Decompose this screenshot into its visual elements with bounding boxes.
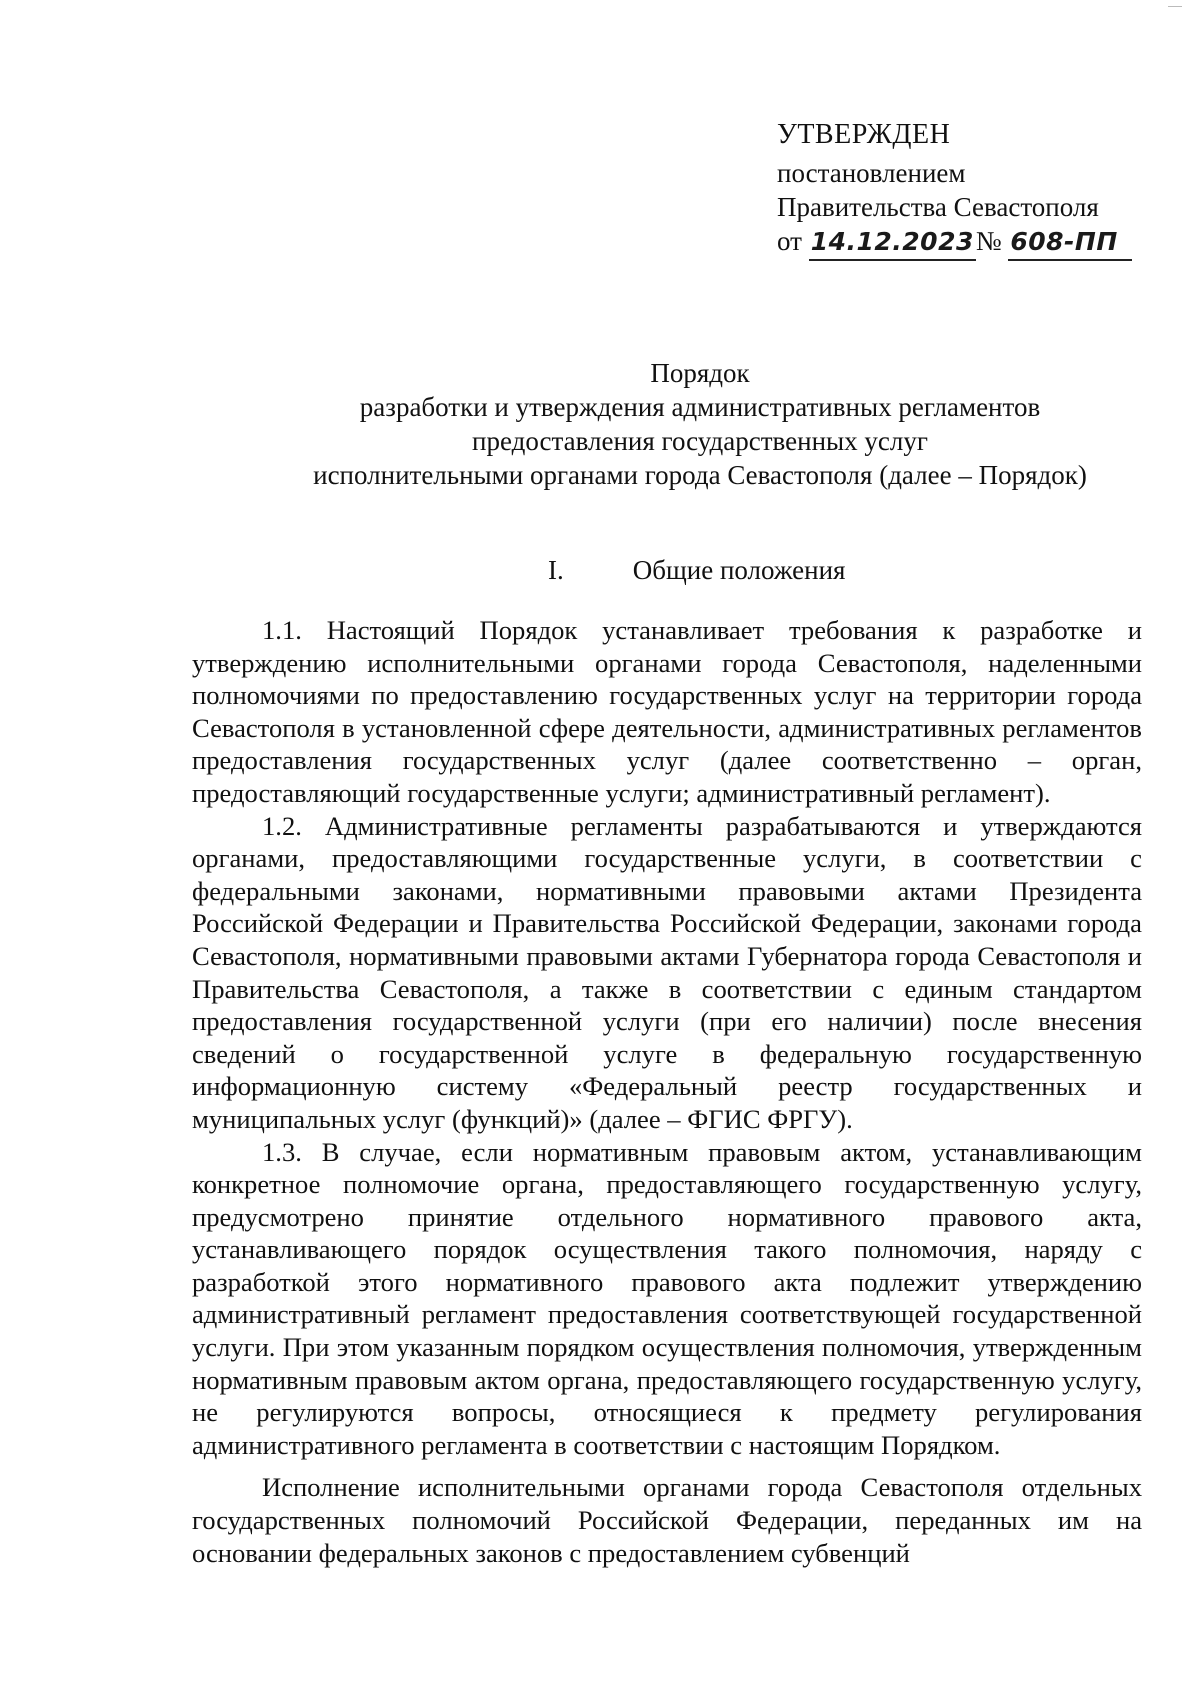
approval-line-decree: постановлением — [777, 158, 966, 188]
handwritten-decree-number: 608-ПП — [1008, 225, 1132, 261]
title-line-1: Порядок — [650, 358, 750, 388]
title-line-3: предоставления государственных услуг — [472, 426, 928, 456]
paragraph-1-1: 1.1. Настоящий Порядок устанавливает требования к разработке и утверждению исполнительными органами города Севастополя, наделенными полномочиями по предоставлению государственных услуг на территории города Севастополя в установленной сфере деятельности, административных регламентов предоставления государственных услуг (далее соответственно – орган, предоставляющий государственные услуги; административный регламент). — [192, 615, 1142, 808]
section-number: I. — [548, 555, 564, 585]
paragraph-continuation: Исполнение исполнительными органами города Севастополя отдельных государственных полномочий Российской Федерации, переданных им на основании федеральных законов с предоставлением субвенций — [192, 1472, 1142, 1568]
number-sign: № — [975, 226, 1002, 256]
section-title: Общие положения — [632, 555, 846, 585]
paragraph-1-2: 1.2. Административные регламенты разрабатываются и утверждаются органами, предоставляющими государственные услуги, в соответствии с федеральными законами, нормативными правовыми актами Президента Российской Федерации и Правительства Российской Федерации, законами города Севастополя, нормативными правовыми актами Губернатора города Севастополя и Правительства Севастополя, а также в соответствии с единым стандартом предоставления государственной услуги (при его наличии) после внесения сведений о государственной услуге в федеральную государственную информационную систему «Федеральный реестр государственных и муниципальных услуг (функций)» (далее – ФГИС ФРГУ). — [192, 810, 1142, 1134]
body-text — [192, 614, 1142, 1569]
section-heading — [548, 553, 845, 587]
date-prefix: от — [777, 226, 802, 256]
title-line-4: исполнительными органами города Севастополя (далее – Порядок) — [313, 460, 1087, 490]
approval-date-number-line — [777, 224, 1177, 260]
title-line-2: разработки и утверждения административных регламентов — [359, 392, 1041, 422]
approval-stamp-block — [777, 118, 1177, 260]
document-title — [250, 356, 1150, 492]
paragraph-1-3: 1.3. В случае, если нормативным правовым актом, устанавливающим конкретное полномочие органа, предоставляющего государственную услугу, предусмотрено принятие отдельного нормативного правового акта, устанавливающего порядок осуществления такого полномочия, наряду с разработкой этого нормативного правового акта подлежит утверждению административный регламент предоставления соответствующей государственной услуги. При этом указанным порядком осуществления полномочия, утвержденным нормативным правовым актом органа, предоставляющего государственную услугу, не регулируются вопросы, относящиеся к предмету регулирования административного регламента в соответствии с настоящим Порядком. — [192, 1136, 1142, 1460]
approval-heading: УТВЕРЖДЕН — [777, 119, 951, 150]
page-corner-mark — [1168, 0, 1182, 7]
handwritten-date: 14.12.2023 — [809, 225, 976, 261]
approval-line-government: Правительства Севастополя — [777, 192, 1099, 222]
